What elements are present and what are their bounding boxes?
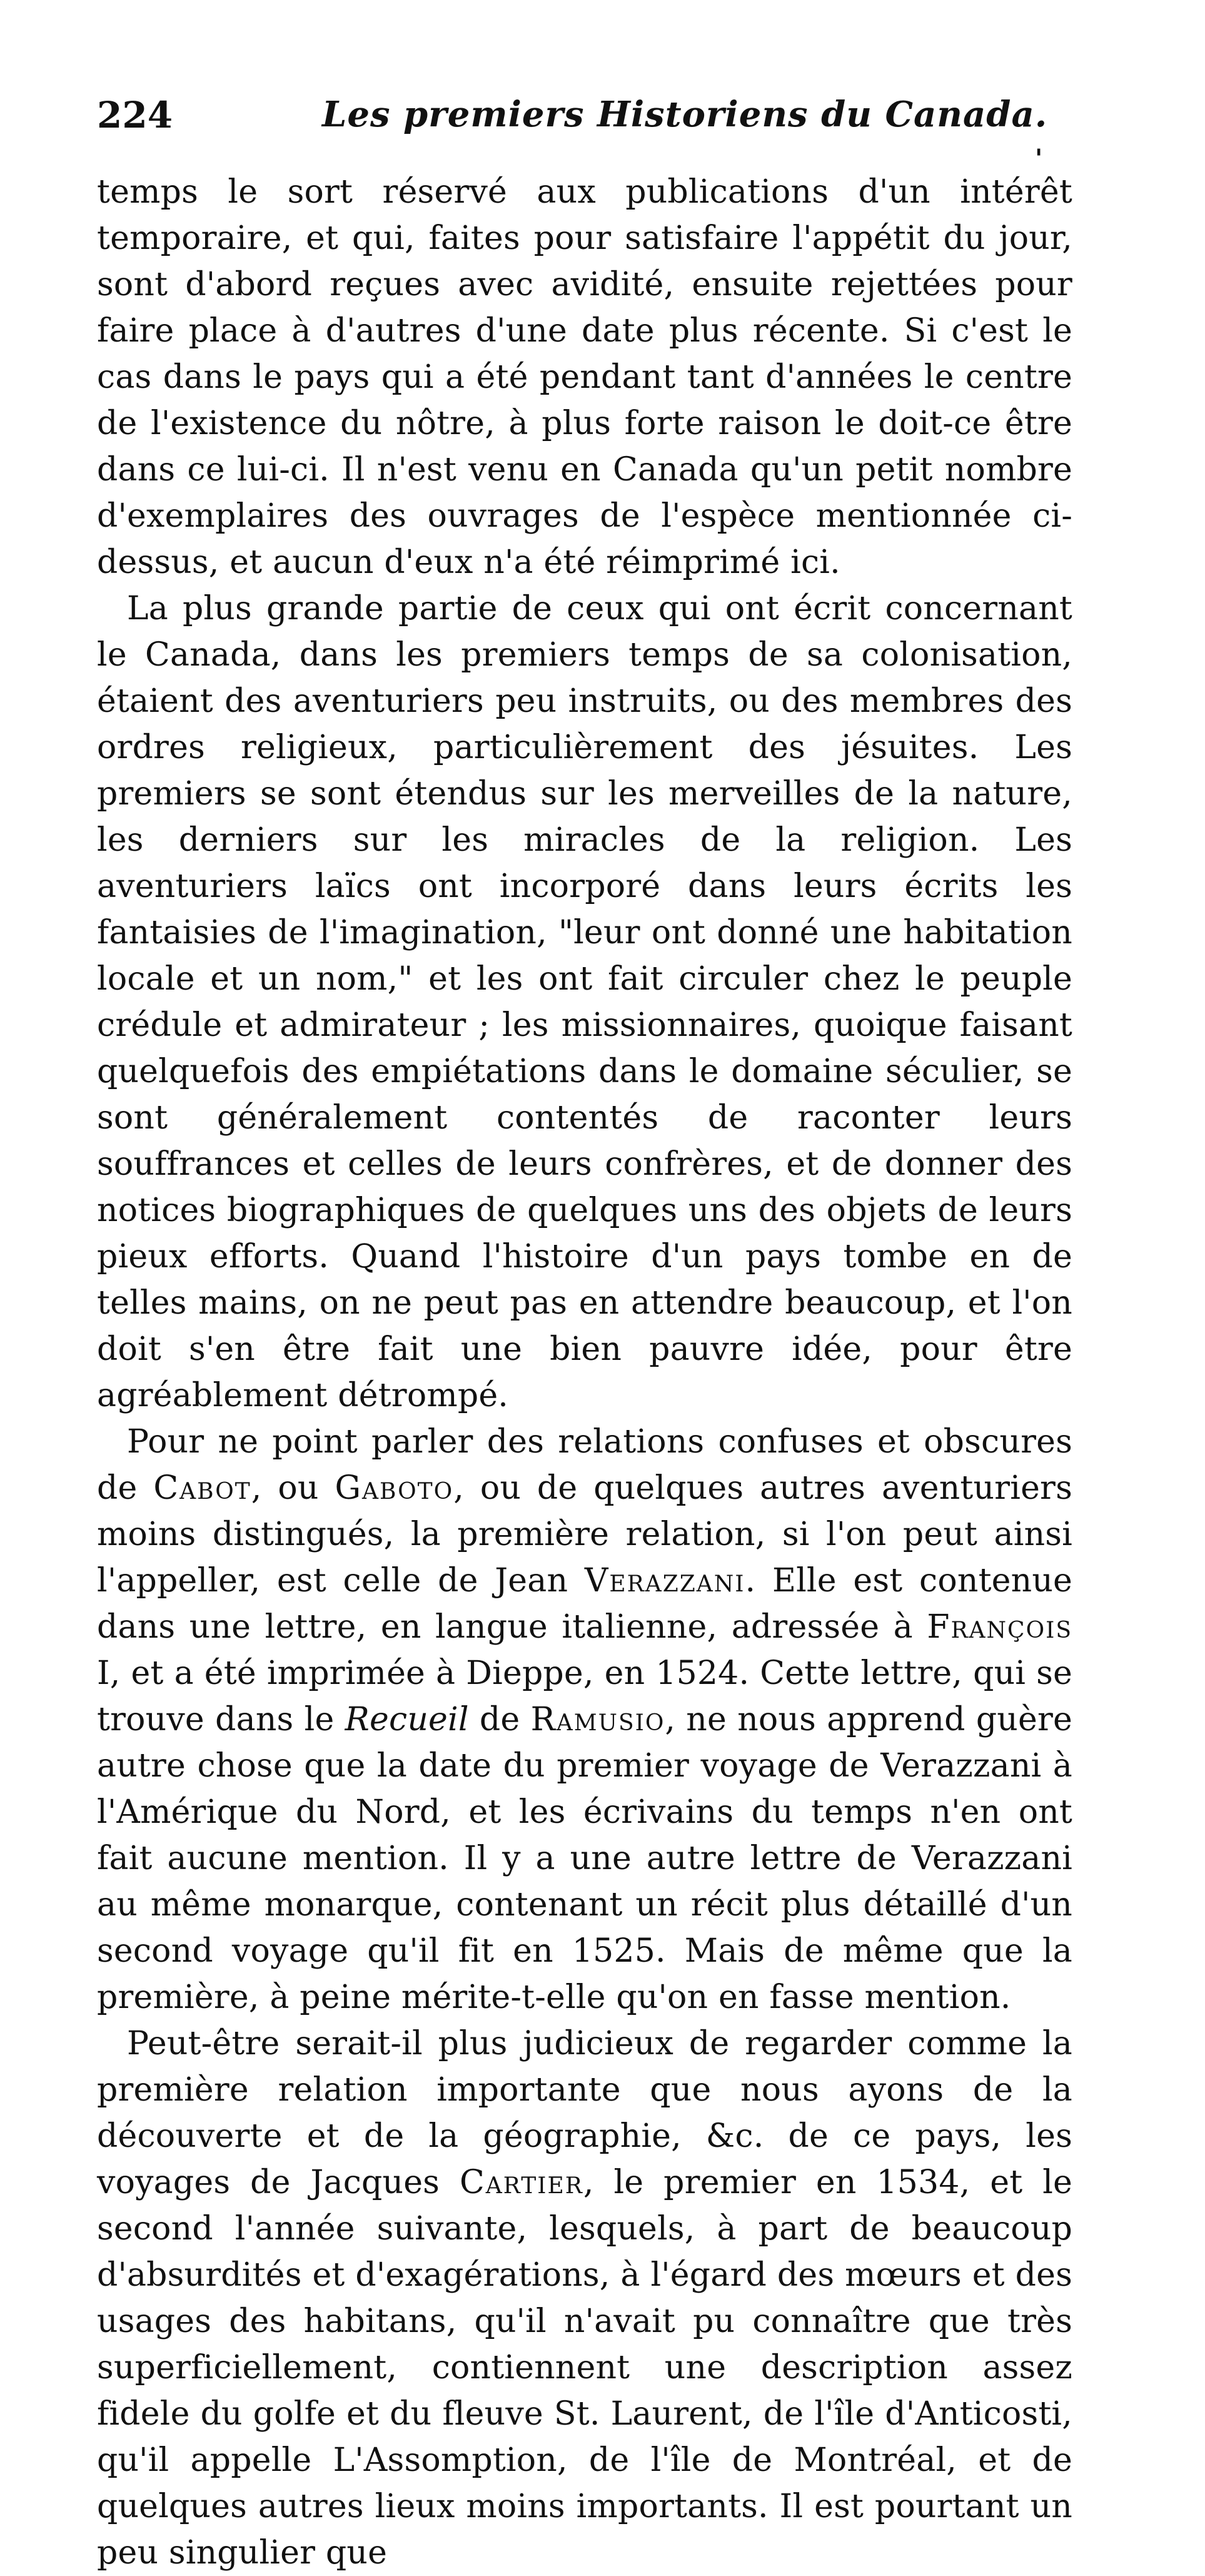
- proper-name: Cabot: [153, 1469, 251, 1507]
- header-mark: ': [1035, 144, 1043, 173]
- page-number: 224: [97, 94, 173, 136]
- text-run: , le premier en 1534, et le second l'année suivante, lesquels, à part de beaucoup d'absurdités et d'exagérations, à l'égard des mœurs et des usages des habitans, qu'il n'avait pu connaître que très superficiellement, contiennent une description assez fidele du golfe et du fleuve St. Laurent, de l'île d'Anticosti, qu'il appelle L'Assomption, de l'île de Montréal, et de quelques autres lieux moins importants. Il est pourtant un peu singulier que: [97, 2164, 1072, 2572]
- text-run: Peut-être serait-il plus judicieux de regarder comme la première relation importante que nous ayons de la découverte et de la géographie, &c. de ce pays, les voyages de Jacques: [97, 2025, 1072, 2201]
- text-run: . Elle est contenue dans une lettre, en langue italienne, adressée à: [97, 1562, 1072, 1646]
- text-run: , ou de quelques autres aventuriers moins distingués, la première relation, si l'on peut ainsi l'appeller, est celle de Jean: [97, 1469, 1072, 1600]
- paragraph: [97, 1419, 1072, 2021]
- paragraph: [97, 586, 1072, 1419]
- proper-name: François: [927, 1608, 1072, 1646]
- body-text: [97, 169, 1072, 2576]
- proper-name: Ramusio: [530, 1701, 665, 1738]
- text-run: temps le sort réservé aux publications d'un intérêt temporaire, et qui, faites pour satisfaire l'appétit du jour, sont d'abord reçues avec avidité, ensuite rejettées pour faire place à d'autres d'une date plus récente. Si c'est le cas dans le pays qui a été pendant tant d'années le centre de l'existence du nôtre, à plus forte raison le doit-ce être dans ce lui-ci. Il n'est venu en Canada qu'un petit nombre d'exemplaires des ouvrages de l'espèce mentionnée ci-dessus, et aucun d'eux n'a été réimprimé ici.: [97, 173, 1072, 581]
- text-run: I, et a été imprimée à Dieppe, en 1524. Cette lettre, qui se trouve dans le: [97, 1655, 1072, 1738]
- paragraph: [97, 2021, 1072, 2576]
- book-page: [97, 94, 1072, 2572]
- italic-title: Recueil: [345, 1701, 469, 1738]
- text-run: de: [468, 1701, 531, 1738]
- proper-name: Cartier: [459, 2164, 583, 2201]
- text-run: La plus grande partie de ceux qui ont écrit concernant le Canada, dans les premiers temps de sa colonisation, étaient des aventuriers peu instruits, ou des membres des ordres religieux, particulièrement des jésuites. Les premiers se sont étendus sur les merveilles de la nature, les derniers sur les miracles de la religion. Les aventuriers laïcs ont incorporé dans leurs écrits les fantaisies de l'imagination, "leur ont donné une habitation locale et un nom," et les ont fait circuler chez le peuple crédule et admirateur ; les missionnaires, quoique faisant quelquefois des empiétations dans le domaine séculier, se sont généralement contentés de raconter leurs souffrances et celles de leurs confrères, et de donner des notices biographiques de quelques uns des objets de leurs pieux efforts. Quand l'histoire d'un pays tombe en de telles mains, on ne peut pas en attendre beaucoup, et l'on doit s'en être fait une bien pauvre idée, pour être agréablement détrompé.: [97, 590, 1072, 1414]
- proper-name: Verazzani: [584, 1562, 745, 1600]
- text-run: , ne nous apprend guère autre chose que la date du premier voyage de Verazzani à l'Amérique du Nord, et les écrivains du temps n'en ont fait aucune mention. Il y a une autre lettre de Verazzani au même monarque, contenant un récit plus détaillé d'un second voyage qu'il fit en 1525. Mais de même que la première, à peine mérite-t-elle qu'on en fasse mention.: [97, 1701, 1072, 2016]
- text-run: , ou: [251, 1469, 335, 1507]
- proper-name: Gaboto: [335, 1469, 454, 1507]
- page-header: [97, 94, 1072, 173]
- text-run: Pour ne point parler des relations confuses et obscures de: [97, 1423, 1072, 1507]
- paragraph: [97, 169, 1072, 586]
- running-title: Les premiers Historiens du Canada.: [322, 94, 1048, 135]
